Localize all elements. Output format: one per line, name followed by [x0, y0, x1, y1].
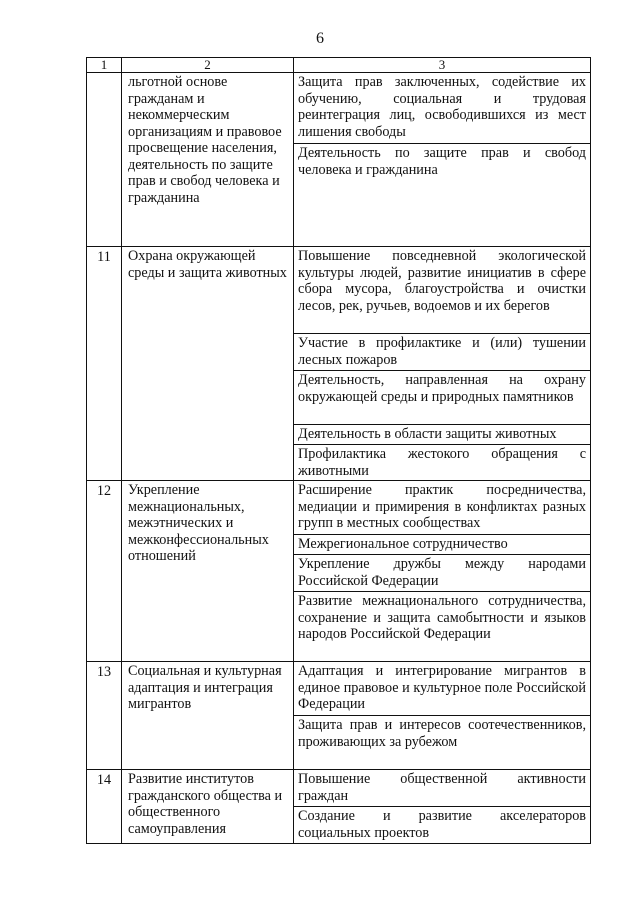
row-number: 13 [87, 662, 122, 770]
direction-item: Создание и развитие акселераторов социальных проектов [298, 808, 586, 841]
table-row [87, 481, 591, 662]
header-col-3: 3 [294, 58, 591, 73]
directions-cell [294, 481, 591, 662]
direction-item: Повышение повседневной экологической культуры людей, развитие инициатив в сфере сбора мусора, благоустройства и очистки лесов, рек, ручьев, водоемов и их берегов [294, 247, 590, 334]
direction-item: Расширение практик посредничества, медиации и примирения в конфликтах разных групп в местных сообществах [294, 481, 590, 535]
header-col-1: 1 [87, 58, 122, 73]
direction-item: Повышение общественной активности граждан [294, 770, 590, 807]
header-col-2: 2 [122, 58, 294, 73]
direction-item: Укрепление дружбы между народами Российской Федерации [294, 555, 590, 592]
direction-item: Деятельность в области защиты животных [294, 425, 590, 445]
directions-cell [294, 662, 591, 770]
area-name: льготной основе гражданам и некоммерческим организациям и правовое просвещение населения, деятельность по защите прав и свобод человека и гражданина [122, 73, 294, 247]
direction-item: Деятельность по защите прав и свобод человека и гражданина [298, 145, 586, 178]
row-number: 11 [87, 247, 122, 481]
direction-item: Межрегиональное сотрудничество [294, 535, 590, 555]
direction-item: Адаптация и интегрирование мигрантов в единое правовое и культурное поле Российской Федерации [294, 662, 590, 716]
row-number: 14 [87, 770, 122, 844]
page-number: 6 [316, 30, 324, 47]
direction-item: Защита прав и интересов соотечественников, проживающих за рубежом [298, 717, 586, 750]
table-row [87, 247, 591, 481]
row-number: 12 [87, 481, 122, 662]
directions-cell [294, 247, 591, 481]
directions-table [86, 57, 591, 844]
directions-cell [294, 73, 591, 247]
direction-item: Участие в профилактике и (или) тушении лесных пожаров [294, 334, 590, 371]
area-name: Укрепление межнациональных, межэтнических и межконфессиональных отношений [122, 481, 294, 662]
directions-cell [294, 770, 591, 844]
row-number [87, 73, 122, 247]
direction-item: Защита прав заключенных, содействие их обучению, социальная и трудовая реинтеграция лиц, освободившихся из мест лишения свободы [294, 73, 590, 144]
table-row [87, 662, 591, 770]
table-row [87, 770, 591, 844]
direction-item: Развитие межнационального сотрудничества, сохранение и защита самобытности и языков народов Российской Федерации [298, 593, 586, 642]
direction-item: Профилактика жестокого обращения с животными [298, 446, 586, 479]
area-name: Развитие институтов гражданского общества и общественного самоуправления [122, 770, 294, 844]
table-header-row [87, 58, 591, 73]
direction-item: Деятельность, направленная на охрану окружающей среды и природных памятников [294, 371, 590, 425]
area-name: Социальная и культурная адаптация и интеграция мигрантов [122, 662, 294, 770]
table-row [87, 73, 591, 247]
area-name: Охрана окружающей среды и защита животных [122, 247, 294, 481]
